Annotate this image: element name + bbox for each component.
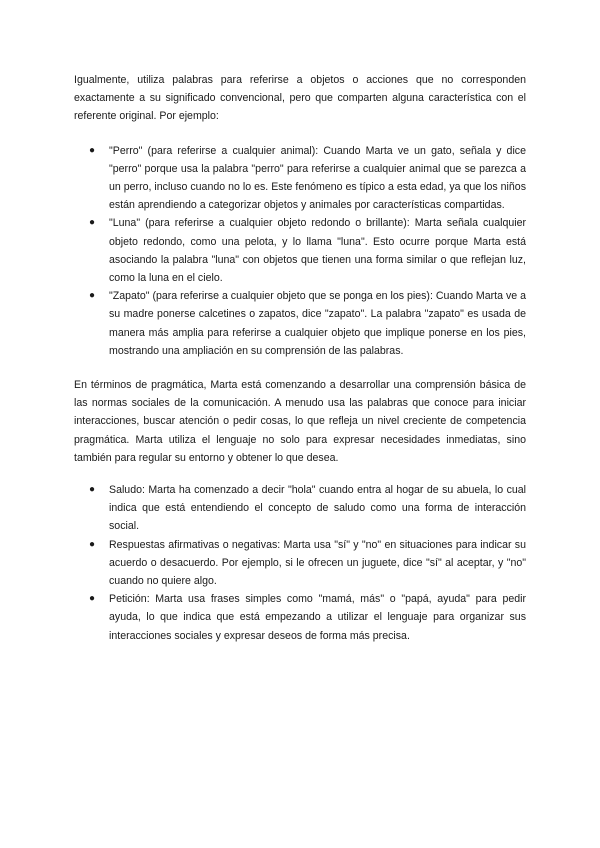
pragmatics-list bbox=[74, 481, 526, 645]
list-item-text: "Zapato" (para referirse a cualquier objeto que se ponga en los pies): Cuando Marta ve a su madre ponerse calcetines o zapatos, dice "zapato". La palabra "zapato" es usada de manera más amplia para referirse a cualquier objeto que implique ponerse en los pies, mostrando una ampliación en su comprensión de las palabras. bbox=[109, 290, 526, 357]
list-item bbox=[74, 536, 526, 591]
list-item-text: "Luna" (para referirse a cualquier objeto redondo o brillante): Marta señala cualquier objeto redondo, como una pelota, y lo llama "luna". Esto ocurre porque Marta está asociando la palabra "luna" con objetos que tienen una forma similar o que reflejan luz, como la luna en el cielo. bbox=[109, 217, 526, 285]
list-item bbox=[74, 590, 526, 645]
list-item-text: Saludo: Marta ha comenzado a decir "hola" cuando entra al hogar de su abuela, lo cual indica que está entendiendo el concepto de saludo como una forma de interacción social. bbox=[109, 484, 526, 533]
list-item-text: Petición: Marta usa frases simples como "mamá, más" o "papá, ayuda" para pedir ayuda, lo que indica que está empezando a utilizar el lenguaje para organizar sus interacciones sociales y expresar deseos de forma más precisa. bbox=[109, 593, 526, 642]
list-item-text: Respuestas afirmativas o negativas: Marta usa "sí" y "no" en situaciones para indicar su acuerdo o desacuerdo. Por ejemplo, si le ofrecen un juguete, dice "sí" al aceptar, y "no" cuando no quiere algo. bbox=[109, 538, 526, 588]
list-item-text: "Perro" (para referirse a cualquier animal): Cuando Marta ve un gato, señala y dice "perro" porque usa la palabra "perro" para referirse a cualquier animal que se parezca a un perro, incluso cuando no lo es. Este fenómeno es típico a esta edad, ya que los niños están aprendiendo a categorizar objetos y animales por características compartidas. bbox=[109, 144, 526, 212]
pragmatics-paragraph: En términos de pragmática, Marta está comenzando a desarrollar una comprensión básica de las normas sociales de la comunicación. A menudo usa las palabras que conoce para iniciar interacciones, buscar atención o pedir cosas, lo que refleja un nivel creciente de competencia pragmática. Marta utiliza el lenguaje no solo para expresar necesidades inmediatas, sino también para regular su entorno y obtener lo que desea. bbox=[74, 379, 526, 464]
bullet-icon: ● bbox=[89, 593, 96, 605]
intro-paragraph: Igualmente, utiliza palabras para referirse a objetos o acciones que no corresponden exactamente a su significado convencional, pero que comparten alguna característica con el referente original. Por ejemplo: bbox=[74, 74, 526, 123]
examples-list bbox=[74, 142, 526, 360]
bullet-icon: ● bbox=[89, 484, 96, 496]
bullet-icon: ● bbox=[89, 144, 96, 156]
bullet-icon: ● bbox=[89, 538, 96, 550]
list-item bbox=[74, 481, 526, 536]
bullet-icon: ● bbox=[89, 290, 96, 302]
list-item bbox=[74, 142, 526, 215]
list-item bbox=[74, 214, 526, 287]
list-item bbox=[74, 287, 526, 360]
bullet-icon: ● bbox=[89, 217, 96, 229]
